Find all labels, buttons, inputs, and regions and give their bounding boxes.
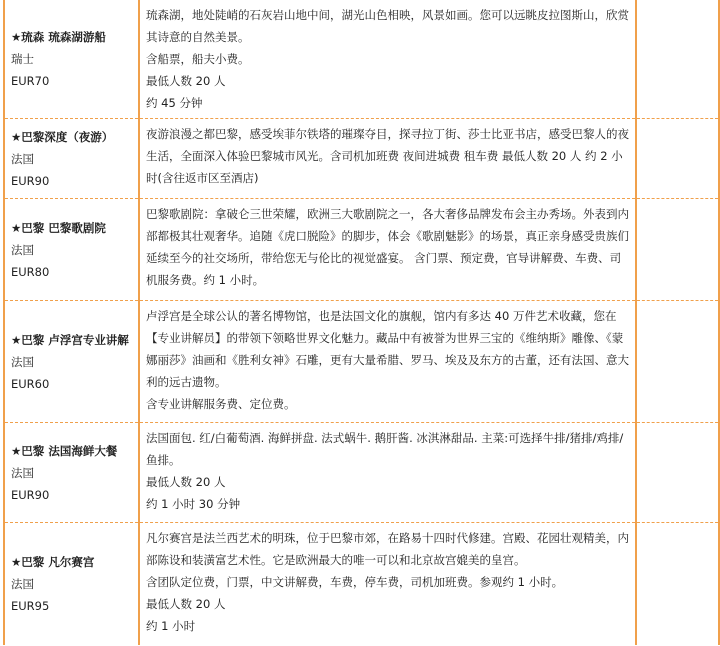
tour-country: 法国 [11,151,34,166]
tour-min-people: 最低人数 20 人 [146,74,226,88]
tour-name: ★巴黎 卢浮宫专业讲解 [11,332,129,347]
tour-country: 法国 [11,465,34,480]
tour-name: ★巴黎深度（夜游） [11,129,114,144]
tour-name: ★琉森 琉森湖游船 [11,30,106,44]
tour-name-cell [4,301,139,423]
tour-country: 法国 [11,242,34,257]
empty-cell [636,119,719,199]
table-row [4,301,719,423]
tour-name: ★巴黎 法国海鲜大餐 [11,443,118,458]
table-row [4,199,719,301]
empty-cell [636,301,719,423]
empty-cell [636,199,719,301]
table-row [4,523,719,645]
tour-description-cell [139,119,636,199]
tour-description-cell [139,301,636,423]
tour-name: ★巴黎 凡尔赛宫 [11,554,95,569]
tour-description: 琉森湖，地处陡峭的石灰岩山地中间，湖光山色相映，风景如画。您可以远眺皮拉图斯山，欣赏其诗意的自然美景。 [146,8,629,44]
tour-description: 巴黎歌剧院：拿破仑三世荣耀，欧洲三大歌剧院之一，各大奢侈品牌发布会主办秀场。外表到内部都极其壮观奢华。追随《虎口脱险》的脚步，体会《歌剧魅影》的场景，真正亲身感受贵族们延续至今的社交场所，带给您无与伦比的视觉盛宴。 含门票、预定费，官导讲解费、车费、司机服务费。约 1 小时。 [146,207,629,287]
tour-duration: 约 45 分钟 [146,96,203,110]
tour-description-cell [139,199,636,301]
tour-price: EUR90 [11,487,50,502]
table-row [4,0,719,119]
tour-price: EUR70 [11,74,50,88]
tour-min-people: 最低人数 20 人 [146,597,226,611]
optional-tours-table [3,0,720,645]
tour-country: 法国 [11,576,34,591]
tour-name-cell [4,119,139,199]
tour-price: EUR60 [11,376,50,391]
tour-duration: 约 1 小时 30 分钟 [146,497,241,511]
tour-inclusions: 含团队定位费，门票，中文讲解费，车费，停车费，司机加班费。参观约 1 小时。 [146,575,564,589]
tour-inclusions: 含专业讲解服务费、定位费。 [146,397,296,411]
empty-cell [636,423,719,523]
tour-name-cell [4,0,139,119]
tour-description: 卢浮宫是全球公认的著名博物馆，也是法国文化的旗舰，馆内有多达 40 万件艺术收藏，您在【专业讲解员】的带领下领略世界文化魅力。藏品中有被誉为世界三宝的《维纳斯》雕像、《蒙娜丽莎》油画和《胜利女神》石雕，更有大量希腊、罗马、埃及及东方的古董，还有法国、意大利的远古遗物。 [146,309,629,389]
table-row [4,119,719,199]
tour-description: 凡尔赛宫是法兰西艺术的明珠，位于巴黎市郊，在路易十四时代修建。宫殿、花园壮观精美，内部陈设和装潢富艺术性。它是欧洲最大的唯一可以和北京故宫媲美的皇宫。 [146,531,629,567]
tour-min-people: 最低人数 20 人 [146,475,226,489]
tour-description-cell [139,523,636,645]
tour-price: EUR80 [11,264,50,279]
tour-description: 夜游浪漫之都巴黎，感受埃菲尔铁塔的璀璨夺目，探寻拉丁街、莎士比亚书店，感受巴黎人的夜生活，全面深入体验巴黎城市风光。含司机加班费 夜间进城费 租车费 最低人数 20 人 约 2 小时(含往返市区至酒店) [146,127,629,185]
table-row [4,423,719,523]
tour-name-cell [4,523,139,645]
tour-price: EUR95 [11,598,50,613]
tour-description-cell [139,0,636,119]
tour-name-cell [4,423,139,523]
empty-cell [636,0,719,119]
tour-country: 法国 [11,354,34,369]
tour-duration: 约 1 小时 [146,619,196,633]
tour-price: EUR90 [11,173,50,188]
tour-description-cell [139,423,636,523]
tour-name-cell [4,199,139,301]
tour-description: 法国面包. 红/白葡萄酒. 海鲜拼盘. 法式蜗牛. 鹅肝酱. 冰淇淋甜品. 主菜:可选择牛排/猪排/鸡排/鱼排。 [146,431,624,467]
tour-country: 瑞士 [11,52,34,66]
tour-name: ★巴黎 巴黎歌剧院 [11,220,106,235]
empty-cell [636,523,719,645]
tour-inclusions: 含船票，船夫小费。 [146,52,250,66]
